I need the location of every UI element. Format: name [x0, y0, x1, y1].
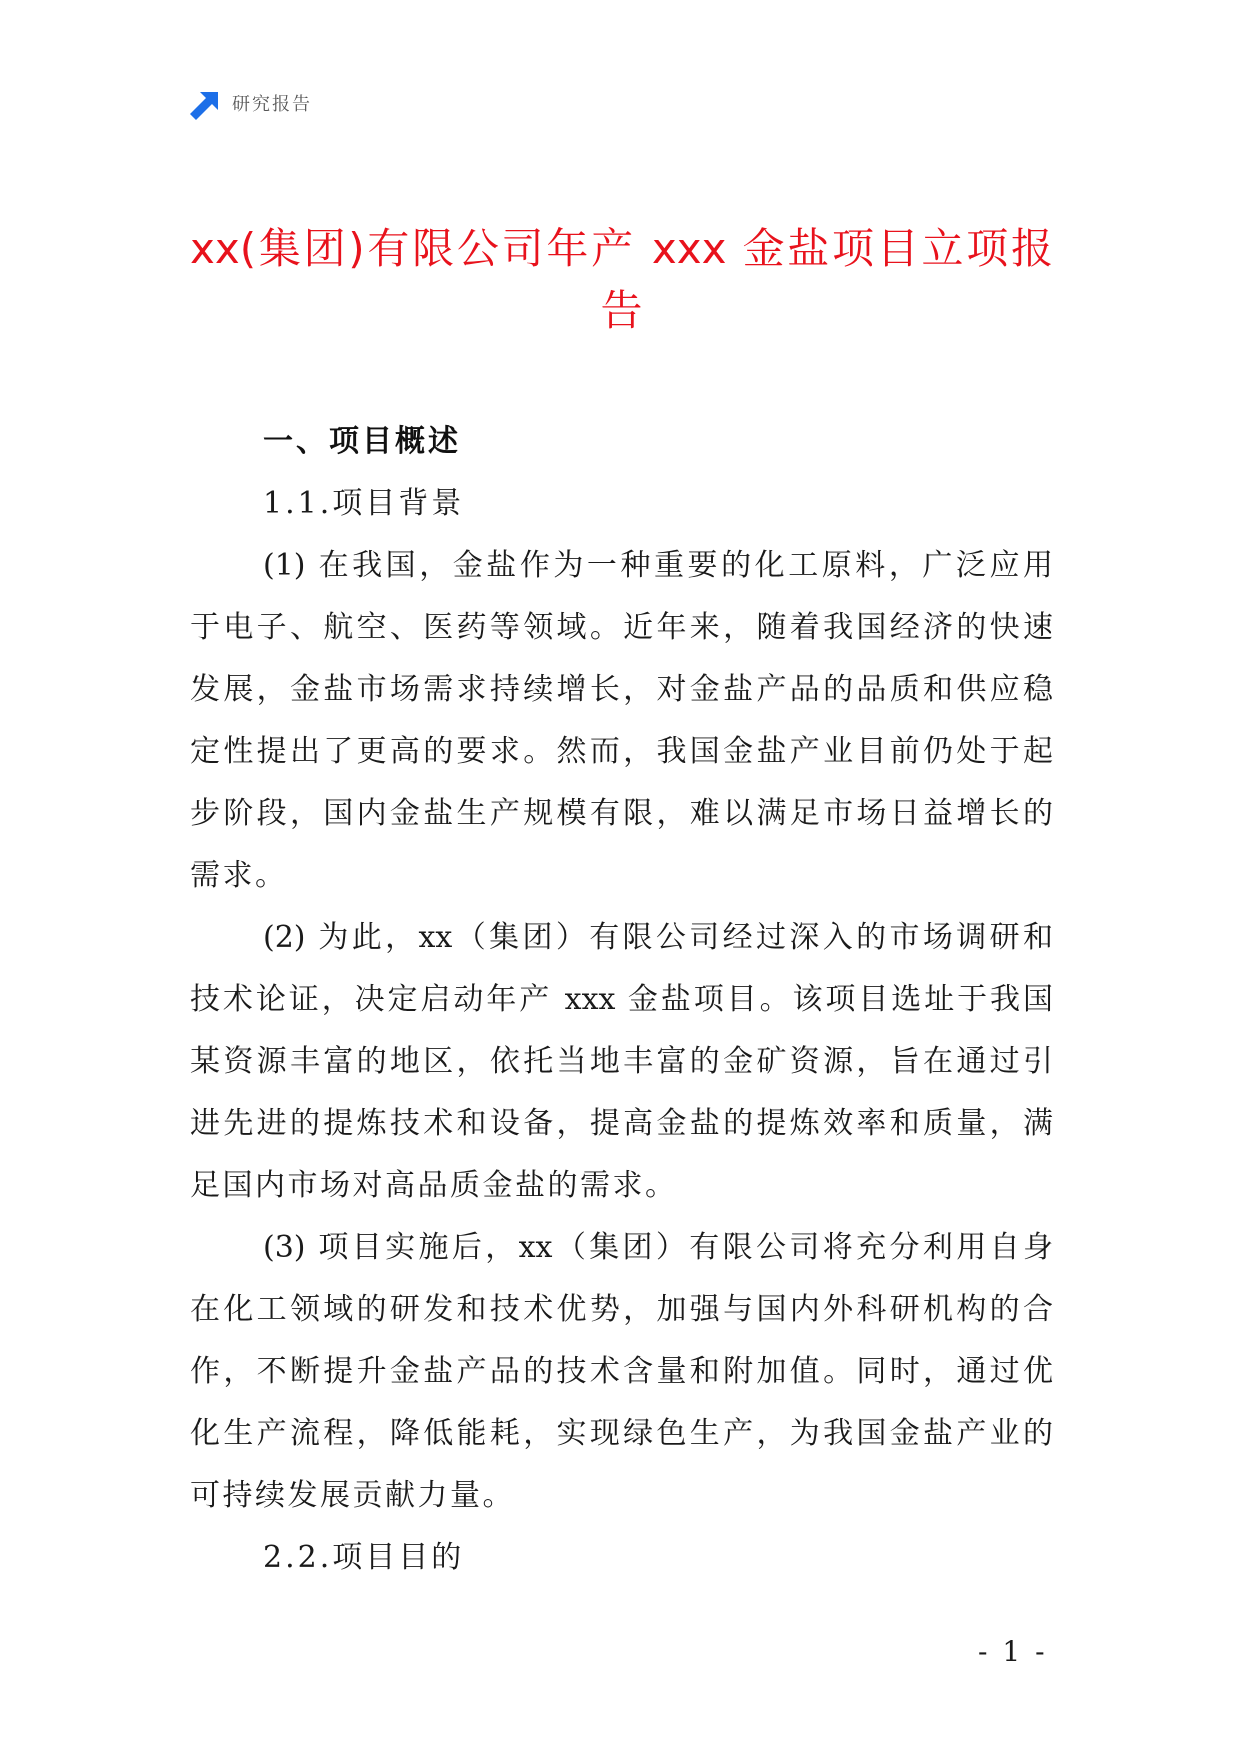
paragraph-line: (3) 项目实施后，xx（集团）有限公司将充分利用自身: [263, 1230, 1053, 1265]
title-line: xx(集团)有限公司年产 xxx 金盐项目立项报: [190, 224, 1053, 273]
subsection-heading: 1.1.项目背景: [263, 486, 465, 521]
logo-arrow-shape: [190, 92, 218, 120]
paragraph-line: 步阶段，国内金盐生产规模有限，难以满足市场日益增长的: [190, 796, 1053, 831]
paragraph-line: 化生产流程，降低能耗，实现绿色生产，为我国金盐产业的: [190, 1416, 1053, 1451]
paragraph-3: [190, 1217, 1053, 1527]
paragraph-line: 作，不断提升金盐产品的技术含量和附加值。同时，通过优: [190, 1354, 1053, 1389]
paragraph-1: [190, 535, 1053, 907]
paragraph-line: 发展，金盐市场需求持续增长，对金盐产品的品质和供应稳: [190, 672, 1053, 707]
paragraph-line: 在化工领域的研发和技术优势，加强与国内外科研机构的合: [190, 1292, 1053, 1327]
title-line: 告: [600, 286, 643, 335]
paragraph-2: [190, 907, 1053, 1217]
section-heading: 一、项目概述: [263, 424, 461, 459]
header-label: 研究报告: [232, 94, 312, 115]
paragraph-line: 技术论证，决定启动年产 xxx 金盐项目。该项目选址于我国: [190, 982, 1053, 1017]
arrow-up-right-icon: [190, 90, 220, 120]
paragraph-line: (2) 为此，xx（集团）有限公司经过深入的市场调研和: [263, 920, 1053, 955]
document-title: [190, 218, 1053, 342]
paragraph-line: 定性提出了更高的要求。然而，我国金盐产业目前仍处于起: [190, 734, 1053, 769]
page-number: - 1 -: [978, 1635, 1048, 1668]
logo-graphic: [190, 90, 220, 120]
subsection-heading: 2.2.项目目的: [263, 1540, 465, 1575]
document-body: [190, 411, 1053, 1589]
paragraph-line: 可持续发展贡献力量。: [190, 1478, 515, 1513]
paragraph-line: 进先进的提炼技术和设备，提高金盐的提炼效率和质量，满: [190, 1106, 1053, 1141]
paragraph-line: 足国内市场对高品质金盐的需求。: [190, 1168, 678, 1203]
paragraph-line: 某资源丰富的地区，依托当地丰富的金矿资源，旨在通过引: [190, 1044, 1053, 1079]
paragraph-line: (1) 在我国，金盐作为一种重要的化工原料，广泛应用: [263, 548, 1053, 583]
paragraph-line: 需求。: [190, 858, 288, 893]
paragraph-line: 于电子、航空、医药等领域。近年来，随着我国经济的快速: [190, 610, 1053, 645]
